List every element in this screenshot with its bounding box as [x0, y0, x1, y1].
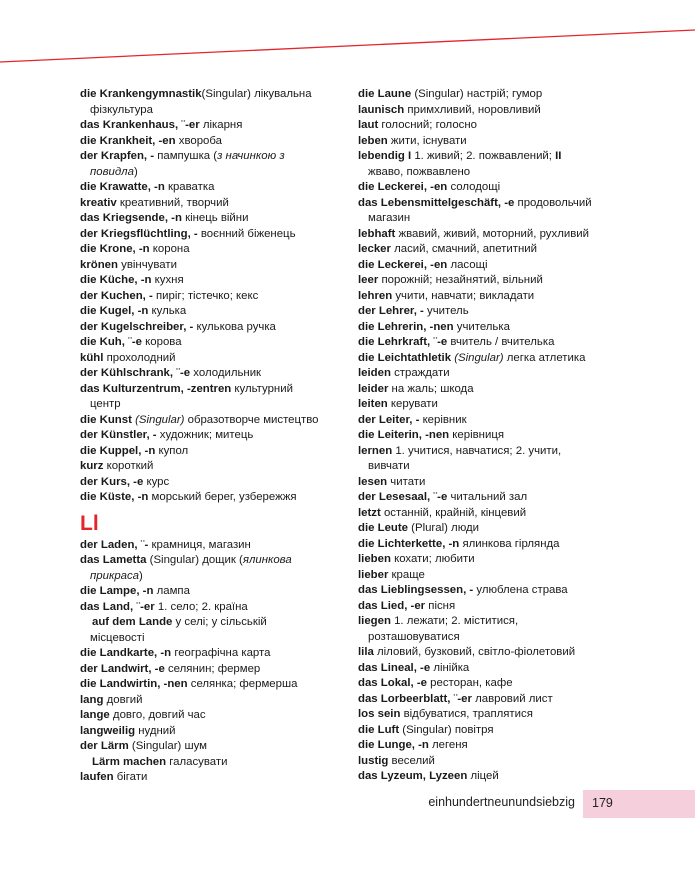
- dictionary-entry: [80, 475, 342, 491]
- entry-continuation: [80, 165, 342, 181]
- section-letter-l: Ll: [80, 511, 99, 535]
- entry-translation: відбуватися, траплятися: [400, 708, 533, 720]
- entry-headword: krönen: [80, 258, 118, 271]
- entry-headword: der Laden, ¨-: [80, 538, 149, 551]
- entry-headword: das Krankenhaus, ¨-er: [80, 119, 200, 131]
- dictionary-entry: [358, 149, 658, 165]
- dictionary-entry: [358, 180, 658, 196]
- entry-translation: ): [133, 165, 138, 178]
- dictionary-entry: [80, 538, 342, 554]
- entry-headword: los sein: [358, 708, 401, 720]
- page-number: 179: [592, 796, 613, 810]
- dictionary-entry: [358, 397, 658, 413]
- dictionary-entry: [358, 568, 658, 584]
- entry-headword: der Lärm: [80, 740, 129, 752]
- entry-translation: купол: [155, 444, 189, 457]
- entry-headword: das Lieblingsessen, -: [358, 584, 474, 596]
- entry-translation: ласощі: [447, 258, 488, 271]
- entry-translation: 1. учитися, навчатися; 2. учити,: [392, 444, 562, 457]
- entry-translation: кухня: [151, 274, 184, 286]
- entry-translation: останній, крайній, кінцевий: [380, 506, 527, 519]
- entry-translation: кулькова ручка: [193, 320, 276, 333]
- entry-translation: вчитель / вчителька: [447, 336, 555, 348]
- entry-headword: langweilig: [80, 724, 136, 737]
- entries-l-continued: [358, 87, 658, 785]
- entry-translation: солодощі: [447, 181, 501, 193]
- dictionary-entry: [80, 351, 342, 367]
- entry-translation: страждати: [390, 367, 450, 379]
- entry-translation: крамниця, магазин: [148, 538, 251, 551]
- entry-headword: lebendig I: [358, 150, 412, 162]
- entry-translation-note: повидла: [90, 165, 134, 178]
- entry-grammar-note: (Singular): [128, 740, 182, 752]
- dictionary-entry: [80, 739, 342, 755]
- dictionary-entry: [80, 600, 342, 616]
- entry-headword: das Lied, -er: [358, 599, 426, 612]
- dictionary-entry: [358, 521, 658, 537]
- right-column: [358, 87, 658, 785]
- dictionary-entry: [358, 258, 658, 274]
- entry-headword: das Lokal, -e: [358, 677, 428, 689]
- entry-translation: лікувальна: [250, 88, 312, 100]
- entry-translation: ласий, смачний, апетитний: [390, 243, 537, 255]
- entry-translation: довго, довгий час: [109, 709, 206, 721]
- entry-translation: місцевості: [90, 631, 145, 644]
- entry-headword: die Lampe, -n: [80, 585, 154, 597]
- entry-headword: die Leckerei, -en: [358, 181, 448, 193]
- top-red-line: [0, 0, 695, 70]
- entry-translation: пампушка (: [154, 150, 218, 162]
- entry-grammar-note: (Singular): [131, 413, 185, 426]
- entry-translation: примхливий, норовливий: [404, 103, 541, 116]
- entry-headword: das Lorbeerblatt, ¨-er: [358, 692, 472, 705]
- entry-headword: die Krone, -n: [80, 243, 150, 255]
- entry-translation: лавровий лист: [471, 692, 553, 705]
- entry-translation: короткий: [103, 460, 154, 472]
- dictionary-entry: [80, 320, 342, 336]
- dictionary-entry: [358, 614, 658, 630]
- entry-headword: lange: [80, 709, 110, 721]
- entry-translation: на жаль; шкода: [388, 382, 474, 395]
- entry-translation: улюблена страва: [473, 584, 568, 596]
- entry-translation: жити, існувати: [387, 134, 467, 147]
- dictionary-entry: [358, 754, 658, 770]
- entry-translation: порожній; незайнятий, вільний: [378, 274, 543, 286]
- entry-translation: краватка: [164, 181, 215, 193]
- entry-translation: настрій; гумор: [463, 88, 543, 100]
- dictionary-entry: [80, 149, 342, 165]
- dictionary-entry: [358, 335, 658, 351]
- entry-translation: художник; митець: [156, 429, 254, 441]
- entry-translation: прохолодний: [103, 351, 176, 364]
- dictionary-entry: [358, 645, 658, 661]
- entry-grammar-note: (Singular): [146, 554, 200, 566]
- dictionary-entry: [358, 723, 658, 739]
- dictionary-entry: [80, 242, 342, 258]
- dictionary-entry: [80, 258, 342, 274]
- entry-translation: бігати: [113, 771, 148, 783]
- entry-translation: учитель: [423, 305, 469, 317]
- entry-headword: der Kugelschreiber, -: [80, 320, 194, 333]
- entry-headword: der Kuchen, -: [80, 289, 153, 302]
- entry-grammar-note: (Plural): [408, 522, 448, 534]
- dictionary-entry: [358, 366, 658, 382]
- entry-headword: die Landkarte, -n: [80, 647, 172, 659]
- entry-translation-note: ялинкова: [242, 554, 292, 566]
- entry-headword: leiten: [358, 398, 388, 410]
- entry-translation: нудний: [135, 724, 176, 737]
- dictionary-entry: [358, 676, 658, 692]
- entry-translation: пиріг; тістечко; кекс: [152, 289, 259, 302]
- entry-headword: die Leiterin, -nen: [358, 429, 450, 441]
- entry-headword: die Kuh, ¨-e: [80, 336, 143, 348]
- entry-headword: lebhaft: [358, 227, 396, 240]
- entry-translation: повітря: [451, 723, 494, 736]
- entry-headword: die Luft: [358, 723, 400, 736]
- entry-translation: учити, навчати; викладати: [392, 289, 535, 302]
- entry-headword: die Lehrkraft, ¨-e: [358, 336, 448, 348]
- entry-headword: die Kugel, -n: [80, 305, 149, 317]
- entry-translation: образотворче мистецтво: [184, 413, 319, 426]
- entry-translation: географічна карта: [171, 647, 271, 659]
- entry-translation: у селі; у сільській: [172, 616, 267, 628]
- dictionary-entry: [358, 475, 658, 491]
- dictionary-entry: [80, 662, 342, 678]
- entries-l: [80, 538, 342, 786]
- dictionary-entry: [358, 692, 658, 708]
- entry-translation: селянка; фермерша: [187, 678, 298, 690]
- entry-continuation: [358, 165, 658, 181]
- entry-translation: учителька: [453, 320, 510, 333]
- entry-translation: кінець війни: [181, 212, 249, 224]
- dictionary-entry: [358, 490, 658, 506]
- entry-translation: холодильник: [190, 367, 262, 379]
- entry-headword: der Kühlschrank, ¨-e: [80, 367, 191, 379]
- entry-translation: ліловий, бузковий, світло-фіолетовий: [373, 646, 576, 658]
- dictionary-entry: [358, 227, 658, 243]
- entry-headword: kühl: [80, 351, 104, 364]
- dictionary-entry: [80, 304, 342, 320]
- entry-translation: краще: [388, 568, 425, 581]
- dictionary-entry: [358, 583, 658, 599]
- entry-translation: пісня: [425, 599, 456, 612]
- entry-headword: der Lehrer, -: [358, 305, 424, 317]
- dictionary-entry: [80, 273, 342, 289]
- entry-headword: kurz: [80, 460, 104, 472]
- entry-headword: die Küche, -n: [80, 274, 152, 286]
- entry-translation: культурний: [231, 382, 293, 395]
- entry-translation: воєнний біженець: [197, 227, 296, 240]
- entry-headword: lieber: [358, 568, 389, 581]
- entry-headword: die Leute: [358, 522, 409, 534]
- dictionary-entry: [80, 87, 342, 103]
- entry-translation: ліцей: [467, 770, 499, 782]
- entry-headword: laut: [358, 119, 379, 131]
- dictionary-entry: [358, 444, 658, 460]
- dictionary-entry: [80, 444, 342, 460]
- dictionary-entry: [80, 227, 342, 243]
- entry-headword: der Lesesaal, ¨-e: [358, 491, 448, 503]
- entry-headword: leiden: [358, 367, 391, 379]
- dictionary-entry: [358, 428, 658, 444]
- dictionary-entry: [358, 769, 658, 785]
- dictionary-entry: [358, 552, 658, 568]
- entry-headword: das Lyzeum, Lyzeen: [358, 770, 468, 782]
- entry-continuation: [358, 459, 658, 475]
- dictionary-entry: [80, 382, 342, 398]
- dictionary-entry: [80, 490, 342, 506]
- dictionary-entry: [80, 770, 342, 786]
- entry-subheadword: auf dem Lande: [92, 616, 173, 628]
- entry-headword: die Leichtathletik: [358, 351, 452, 364]
- entry-translation-note: прикраса: [90, 569, 140, 582]
- entry-headword: lecker: [358, 243, 391, 255]
- dictionary-entry: [358, 103, 658, 119]
- entry-translation: лінійка: [430, 661, 470, 674]
- entry-translation: лампа: [153, 585, 190, 597]
- dictionary-entry: [358, 661, 658, 677]
- entry-headword: die Laune: [358, 88, 412, 100]
- dictionary-entry: [358, 118, 658, 134]
- entry-headword: die Lehrerin, -nen: [358, 320, 454, 333]
- entry-translation: дощик (: [199, 554, 243, 566]
- entry-headword: leer: [358, 274, 379, 286]
- entry-headword: lernen: [358, 444, 393, 457]
- entry-translation: ялинкова гірлянда: [459, 537, 560, 550]
- entry-translation: керівниця: [449, 429, 505, 441]
- dictionary-entry: [80, 584, 342, 600]
- dictionary-entry: [358, 134, 658, 150]
- entry-translation: жваво, пожвавлено: [368, 165, 471, 178]
- dictionary-entry: [358, 242, 658, 258]
- entry-translation: ): [139, 569, 143, 582]
- entry-translation: керівник: [419, 413, 467, 426]
- dictionary-entry: [358, 304, 658, 320]
- entry-headword: das Land, ¨-er: [80, 600, 155, 613]
- entry-grammar-note: (Singular): [201, 88, 251, 100]
- dictionary-entry: [80, 615, 342, 631]
- entry-continuation: [80, 569, 342, 585]
- dictionary-entry: [358, 537, 658, 553]
- entry-grammar-note: (Singular): [399, 723, 452, 736]
- entry-translation: фізкультура: [90, 103, 153, 116]
- entry-headword: die Krawatte, -n: [80, 181, 165, 193]
- dictionary-entry: [80, 134, 342, 150]
- dictionary-entry: [80, 118, 342, 134]
- entry-grammar-note: (Singular): [451, 351, 504, 364]
- entry-translation-note: з начинкою з: [217, 150, 285, 162]
- entry-headword: die Lunge, -n: [358, 739, 429, 751]
- entry-translation: продовольчий: [514, 196, 592, 209]
- entry-continuation: [358, 211, 658, 227]
- dictionary-entry: [80, 428, 342, 444]
- dictionary-entry: [80, 693, 342, 709]
- dictionary-entry: [80, 335, 342, 351]
- entry-headword: die Krankheit, -en: [80, 134, 176, 147]
- dictionary-entry: [358, 289, 658, 305]
- entry-headword: kreativ: [80, 196, 117, 209]
- dictionary-entry: [358, 382, 658, 398]
- left-column: [80, 87, 342, 786]
- entry-headword: launisch: [358, 103, 405, 116]
- entry-translation: 1. живий; 2. пожвавлений;: [411, 150, 556, 162]
- entry-translation: галасувати: [166, 755, 228, 768]
- entry-headword: lehren: [358, 289, 393, 302]
- entry-headword: das Kriegsende, -n: [80, 212, 182, 224]
- entry-translation: морський берег, узбережжя: [148, 491, 297, 503]
- entry-headword: die Küste, -n: [80, 491, 149, 503]
- dictionary-entry: [80, 459, 342, 475]
- dictionary-entry: [80, 413, 342, 429]
- dictionary-entry: [358, 599, 658, 615]
- entry-headword: die Leckerei, -en: [358, 258, 448, 271]
- entry-headword: lila: [358, 646, 374, 658]
- dictionary-entry: [80, 196, 342, 212]
- entry-headword: lesen: [358, 475, 388, 488]
- entry-translation: корова: [142, 336, 182, 348]
- entry-translation: вивчати: [368, 460, 410, 472]
- dictionary-entry: [80, 646, 342, 662]
- dictionary-entry: [358, 87, 658, 103]
- entry-translation: шум: [181, 740, 207, 752]
- dictionary-entry: [358, 351, 658, 367]
- entry-translation: читати: [387, 475, 426, 488]
- entry-translation: магазин: [368, 212, 411, 224]
- entry-translation: хвороба: [175, 134, 222, 147]
- entry-headword: der Landwirt, -e: [80, 662, 165, 675]
- entry-translation: розташовуватися: [368, 630, 460, 643]
- entry-translation: веселий: [388, 754, 435, 767]
- entry-continuation: [358, 630, 658, 646]
- entry-translation: селянин; фермер: [164, 662, 261, 675]
- entry-headword: die Kunst: [80, 413, 132, 426]
- entry-continuation: [80, 397, 342, 413]
- dictionary-entry: [358, 738, 658, 754]
- entry-translation: читальний зал: [447, 491, 528, 503]
- entry-translation: кулька: [148, 305, 187, 317]
- dictionary-entry: [358, 506, 658, 522]
- dictionary-entry: [80, 708, 342, 724]
- entry-grammar-note: (Singular): [411, 88, 464, 100]
- entry-headword: die Lichterkette, -n: [358, 537, 460, 550]
- entry-translation: центр: [90, 398, 121, 410]
- entry-translation: кохати; любити: [390, 553, 475, 565]
- entry-headword: lang: [80, 693, 104, 706]
- entry-translation: легка атлетика: [503, 351, 586, 364]
- dictionary-entry: [358, 707, 658, 723]
- entry-translation: 1. село; 2. країна: [154, 600, 248, 613]
- entry-translation: керувати: [387, 398, 438, 410]
- entry-translation: 1. лежати; 2. міститися,: [390, 615, 519, 627]
- entry-headword: der Kriegsflüchtling, -: [80, 227, 198, 240]
- entry-headword: das Lineal, -e: [358, 661, 431, 674]
- entry-subheadword: Lärm machen: [92, 755, 167, 768]
- dictionary-entry: [358, 413, 658, 429]
- entry-translation: легеня: [428, 739, 468, 751]
- entry-continuation: [80, 631, 342, 647]
- entry-headword: das Lebensmittelgeschäft, -e: [358, 196, 515, 209]
- dictionary-entry: [80, 180, 342, 196]
- entry-translation: лікарня: [199, 119, 243, 131]
- entry-headword: die Krankengymnastik: [80, 88, 202, 100]
- entry-headword: liegen: [358, 615, 391, 627]
- dictionary-entry: [358, 273, 658, 289]
- entry-headword: der Künstler, -: [80, 429, 157, 441]
- dictionary-entry: [80, 724, 342, 740]
- dictionary-entry: [80, 755, 342, 771]
- entry-headword: letzt: [358, 506, 381, 519]
- entry-translation: курс: [143, 475, 170, 488]
- entry-headword: der Krapfen, -: [80, 150, 155, 162]
- entry-headword: das Lametta: [80, 554, 147, 566]
- entry-headword: leider: [358, 382, 389, 395]
- entry-headword: lustig: [358, 754, 389, 767]
- dictionary-entry: [358, 320, 658, 336]
- entry-headword: das Kulturzentrum, -zentren: [80, 382, 232, 395]
- entry-translation: люди: [447, 522, 480, 534]
- entry-headword: laufen: [80, 771, 114, 783]
- entry-headword: die Landwirtin, -nen: [80, 678, 188, 690]
- entry-translation: увінчувати: [117, 258, 177, 271]
- entries-k: [80, 87, 342, 506]
- entry-translation: голосний; голосно: [378, 119, 477, 131]
- dictionary-entry: [80, 553, 342, 569]
- entry-translation: ресторан, кафе: [427, 677, 513, 689]
- dictionary-entry: [80, 677, 342, 693]
- page-number-word: einhundertneunundsiebzig: [428, 795, 575, 809]
- entry-translation: довгий: [103, 693, 143, 706]
- entry-headword-sense: II: [555, 150, 562, 162]
- entry-continuation: [80, 103, 342, 119]
- dictionary-entry: [80, 211, 342, 227]
- entry-headword: der Kurs, -e: [80, 475, 144, 488]
- dictionary-entry: [358, 196, 658, 212]
- entry-headword: lieben: [358, 553, 391, 565]
- entry-translation: корона: [149, 243, 190, 255]
- dictionary-entry: [80, 366, 342, 382]
- entry-translation: креативний, творчий: [116, 196, 229, 209]
- entry-headword: die Kuppel, -n: [80, 444, 156, 457]
- dictionary-entry: [80, 289, 342, 305]
- entry-translation: жвавий, живий, моторний, рухливий: [395, 227, 589, 240]
- entry-headword: leben: [358, 134, 388, 147]
- entry-headword: der Leiter, -: [358, 413, 420, 426]
